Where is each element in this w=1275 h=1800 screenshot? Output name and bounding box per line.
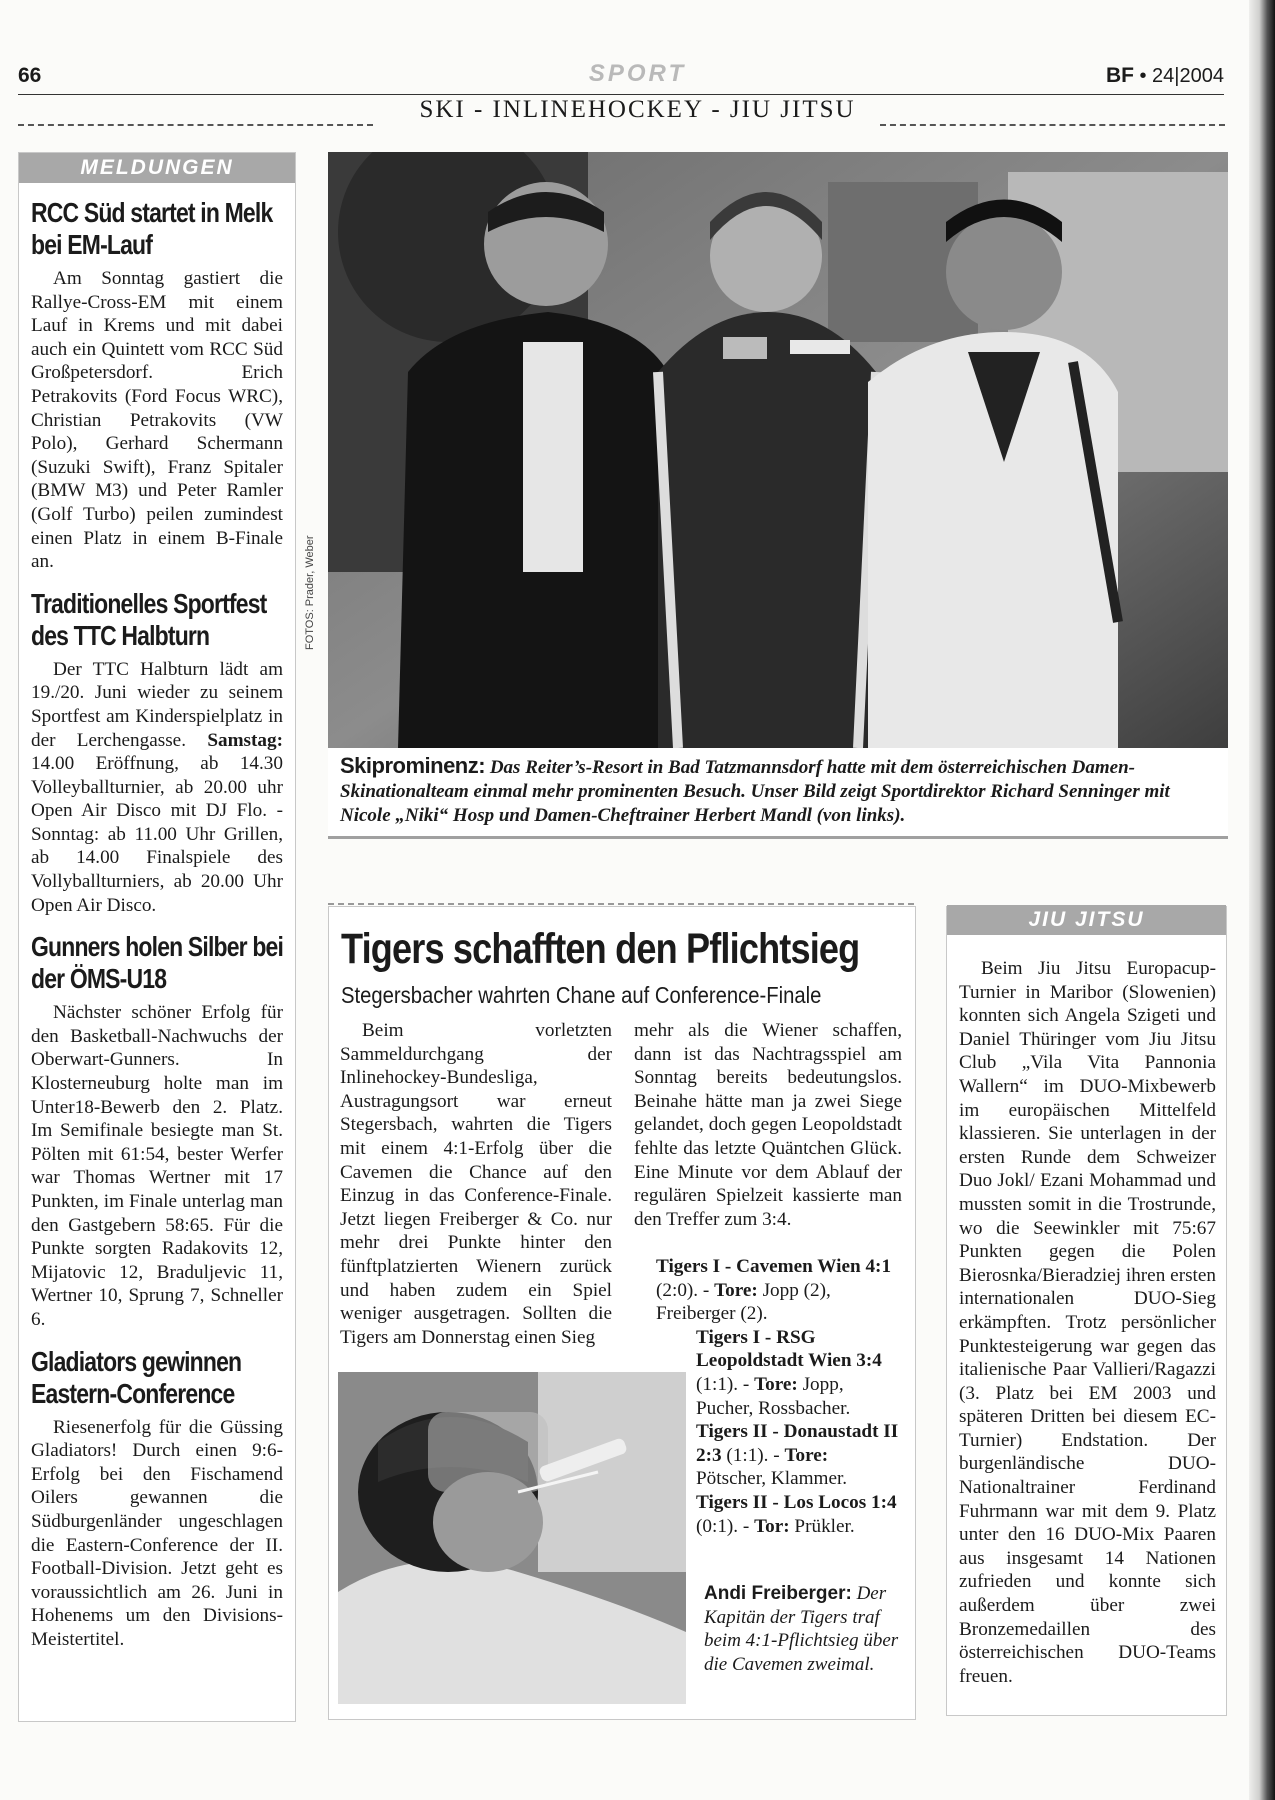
article-body (31, 658, 283, 918)
result-tore-label: Tor: (754, 1515, 790, 1537)
article-top-dash (328, 903, 914, 905)
result-detail: (2:0). - (656, 1279, 715, 1301)
main-subheadline: Stegersbacher wahrten Chane auf Conference-Finale (341, 982, 822, 1008)
jiu-jitsu-tag: JIU JITSU (947, 905, 1226, 935)
article-body: Beim vorletzten Sammeldurchgang der Inlinehockey-Bundesliga, Austragungsort war erneut Stegersbach, wahrten die Tigers mit einem 4:1-Erfolg über die Cavemen die Chance auf den Einzug in das Conference-Finale. Jetzt liegen Freiberger & Co. nur mehr drei Punkte hinter den fünftplatzierten Wienern zurück und haben zudem ein Spiel weniger ausgetragen. Sollten die Tigers am Donnerstag einen Sieg (340, 1020, 612, 1348)
result-scorers: Prükler. (789, 1515, 855, 1537)
caption-text: Das Reiter’s-Resort in Bad Tatzmannsdorf hatte mit dem österreichischen Damen-Skinationalteam einmal mehr prominenten Besuch. Unser Bild zeigt Sportdirektor Richard Senninger mit Nicole „Niki“ Hosp und Damen-Cheftrainer Herbert Mandl (von links). (340, 757, 1170, 826)
result-detail: (1:1). - (721, 1444, 785, 1466)
result-match: Tigers II - Donaustadt II 2:3 (696, 1421, 899, 1466)
article-body: Am Sonntag gastiert die Rallye-Cross-EM mit einem Lauf in Krems und mit dabei auch ein Quintett vom RCC Süd Großpetersdorf. Erich Petrakovits (Ford Focus WRC), Christian Petrakovits (VW Polo), Gerhard Schermann (Suzuki Swift), Franz Spitaler (BMW M3) und Peter Ramler (Golf Turbo) peilen zumindest einen Platz in einem B-Finale an. (31, 268, 283, 573)
result-scorers: Jopp, Pucher, Rossbacher. (696, 1373, 851, 1419)
jiu-jitsu-column (946, 906, 1227, 1716)
header-dash-left (18, 124, 373, 126)
article-body: Riesenerfolg für die Güssing Gladiators! Durch einen 9:6-Erfolg bei den Fischamend Oilers gewannen die Südburgenländer ungeschlagen die Eastern-Conference der II. Football-Division. Jetzt geht es voraussichtlich am 26. Juni in Hohenems um den Divisions-Meistertitel. (31, 1416, 283, 1650)
result-scorers: Pötscher, Klammer. (696, 1468, 848, 1490)
caption-text: Der Kapitän der Tigers traf beim 4:1-Pflichtsieg über die Cavemen zweimal. (704, 1583, 899, 1675)
result-match: Tigers I - Cavemen Wien 4:1 (656, 1256, 892, 1277)
result-detail: (0:1). - (696, 1515, 755, 1537)
article-body-bold: Samstag: (207, 729, 283, 751)
hockey-photo-caption (704, 1582, 904, 1676)
page-edge-shadow (1249, 0, 1275, 1800)
photo-credit: FOTOS: Prader, Weber (304, 535, 316, 650)
article-headline: RCC Süd startet in Melk bei EM-Lauf (31, 197, 273, 260)
caption-lead: Skiprominenz: (340, 753, 486, 778)
result-match: Tigers II - Los Locos 1:4 (696, 1491, 897, 1513)
article-body-intro: Der TTC Halbturn lädt am 19./20. Juni wieder zu seinem Sportfest am Kinderspielplatz in der Lerchengasse. (31, 658, 283, 751)
publication-name: BF (1105, 64, 1134, 87)
hockey-player-photo (338, 1372, 686, 1704)
result-scorers: Jopp (2), Freiberger (2). (656, 1279, 831, 1325)
article-headline: Gladiators gewinnen Eastern-Conference (31, 1345, 242, 1409)
ski-photo-caption (328, 748, 1228, 839)
article-body: mehr als die Wiener schaffen, dann ist das Nachtragsspiel am Sonntag bereits bedeutungslos. Beinahe hätte man ja zwei Siege gelandet, doch gegen Leopoldstadt fehlte das letzte Quäntchen Glück. Eine Minute vor dem Ablauf der regulären Spielzeit kassierte man den Treffer zum 3:4. (634, 1020, 902, 1230)
article-body: Nächster schöner Erfolg für den Basketball-Nachwuchs der Oberwart-Gunners. In Klosterneuburg holte man im Unter18-Bewerb den 2. Platz. Im Semifinale besiegte man St. Pölten mit 61:54, bester Werfer war Thomas Wertner mit 17 Punkten, im Finale unterlag man den Gastgebern 58:65. Für die Punkte sorgten Radakovits 12, Mijatovic 12, Braduljevic 11, Wertner 10, Sprung 7, Schneller 6. (31, 1002, 283, 1330)
issue-number: • 24|2004 (1139, 65, 1224, 87)
issue-info (1106, 64, 1224, 88)
meldungen-column (18, 152, 296, 1722)
header-dash-right (880, 124, 1225, 126)
article-body: Beim Jiu Jitsu Europacup-Turnier in Maribor (Slowenien) konnten sich Angela Szigeti und Daniel Thüringer vom Jiu Jitsu Club „Vila Vita Pannonia Wallern“ im DUO-Mixbewerb im europäischen Mittelfeld klassieren. Sie unterlagen in der ersten Runde dem Schweizer Duo Jokl/ Ezani Mohammad und mussten somit in die Trostrunde, wo die Seewinkler mit 75:67 Punkten gegen die Polen Bierosnka/Bieradziej ihren ersten internationalen DUO-Sieg erkämpften. Trotz persönlicher Punktesteigerung war gegen das italienische Paar Vallieri/Ragazzi (3. Platz bei EM 2003 und späteren Dritten bei diesem EC-Turnier) Endstation. Der burgenländische DUO-Nationaltrainer Ferdinand Fuhrmann war mit dem 9. Platz unter den 16 DUO-Mix Paaren aus insgesamt 14 Nationen zufrieden und konnte sich außerdem über zwei Bronzemedaillen des österreichischen DUO-Teams freuen. (959, 958, 1216, 1687)
section-title: SPORT (588, 60, 687, 87)
header-rule (18, 94, 1224, 95)
main-headline: Tigers schafften den Pflichtsieg (341, 925, 860, 973)
ski-team-photo (328, 152, 1228, 748)
result-detail: (1:1). - (696, 1373, 755, 1395)
caption-lead: Andi Freiberger: (704, 1583, 852, 1604)
page-number: 66 (18, 64, 42, 87)
result-line (634, 1255, 902, 1326)
result-tore-label: Tore: (714, 1279, 758, 1301)
meldungen-tag: MELDUNGEN (19, 153, 295, 183)
subsection-title: SKI - INLINEHOCKEY - JIU JITSU (419, 96, 856, 123)
article-headline: Gunners holen Silber bei der ÖMS-U18 (31, 931, 284, 995)
result-tore-label: Tore: (784, 1444, 829, 1466)
main-article-col1 (340, 1019, 612, 1349)
main-article-col2 (634, 1019, 902, 1231)
article-body-rest: 14.00 Eröffnung, ab 14.30 Volleyballturnier, ab 20.00 uhr Open Air Disco mit DJ Flo. - Sonntag: ab 11.00 Uhr Grillen, ab 14.00 Finalspiele des Vollyballturniers, ab 20.00 Uhr Open Air Disco. (31, 753, 283, 916)
result-tore-label: Tore: (754, 1373, 798, 1395)
result-match: Tigers I - RSG Leopoldstadt Wien 3:4 (696, 1326, 882, 1372)
article-headline: Traditionelles Sportfest des TTC Halbturn (31, 587, 267, 651)
